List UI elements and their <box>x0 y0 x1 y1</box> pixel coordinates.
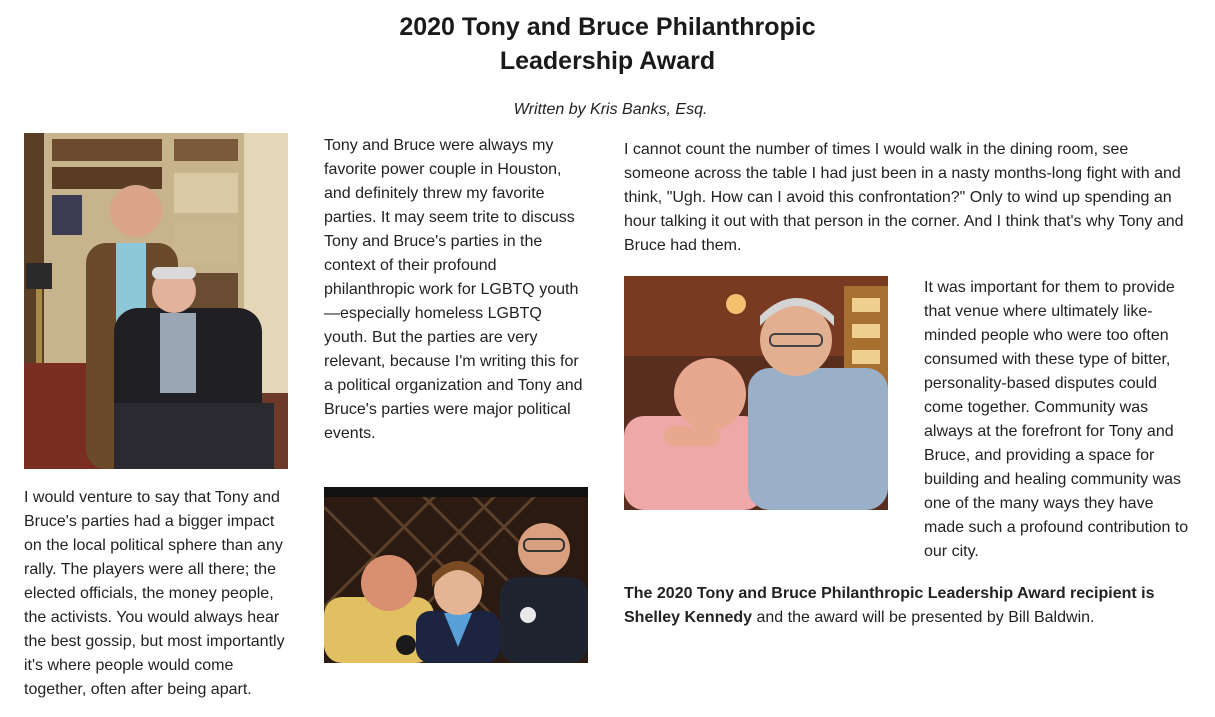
title-line-2: Leadership Award <box>499 47 716 75</box>
photo-two-men-smiling <box>624 276 888 510</box>
photo-library-portrait <box>24 133 288 469</box>
byline: Written by Kris Banks, Esq. <box>513 101 708 118</box>
award-recipient-statement: The 2020 Tony and Bruce Philanthropic Leadership Award recipient is Shelley Kennedy <box>624 585 1155 626</box>
award-presenter-statement: and the award will be presented by Bill Baldwin. <box>752 609 1095 626</box>
article-title <box>0 10 1215 78</box>
col1-paragraph: I would venture to say that Tony and Bruce's parties had a bigger impact on the local political sphere than any rally. The players were all there; the elected officials, the money people, the activists. You would always hear the best gossip, but most importantly it's where people would come together, often after being apart. <box>24 489 285 698</box>
col3-paragraph-2: It was important for them to provide that venue where ultimately like-minded people who were too often consumed with these type of bitter, personality-based disputes could come together. Community was always at the forefront for Tony and Bruce, and providing a space for building and healing community was one of the many ways they have made such a profound contribution to our city. <box>924 279 1189 560</box>
award-announcement <box>624 582 1194 630</box>
photo-party-trio <box>324 487 588 663</box>
title-line-1: 2020 Tony and Bruce Philanthropic <box>399 13 816 41</box>
col3-paragraph-1: I cannot count the number of times I would walk in the dining room, see someone across the table I had just been in a nasty months-long fight with and think, "Ugh. How can I avoid this confrontation?" Only to wind up spending an hour talking it out with that person in the corner. And I think that's why Tony and Bruce had them. <box>624 141 1184 254</box>
col2-paragraph: Tony and Bruce were always my favorite power couple in Houston, and definitely threw my favorite parties. It may seem trite to discuss Tony and Bruce's parties in the context of their profound philanthropic work for LGBTQ youth—especially homeless LGBTQ youth. But the parties are very relevant, because I'm writing this for a political organization and Tony and Bruce's parties were major political events. <box>324 137 583 442</box>
